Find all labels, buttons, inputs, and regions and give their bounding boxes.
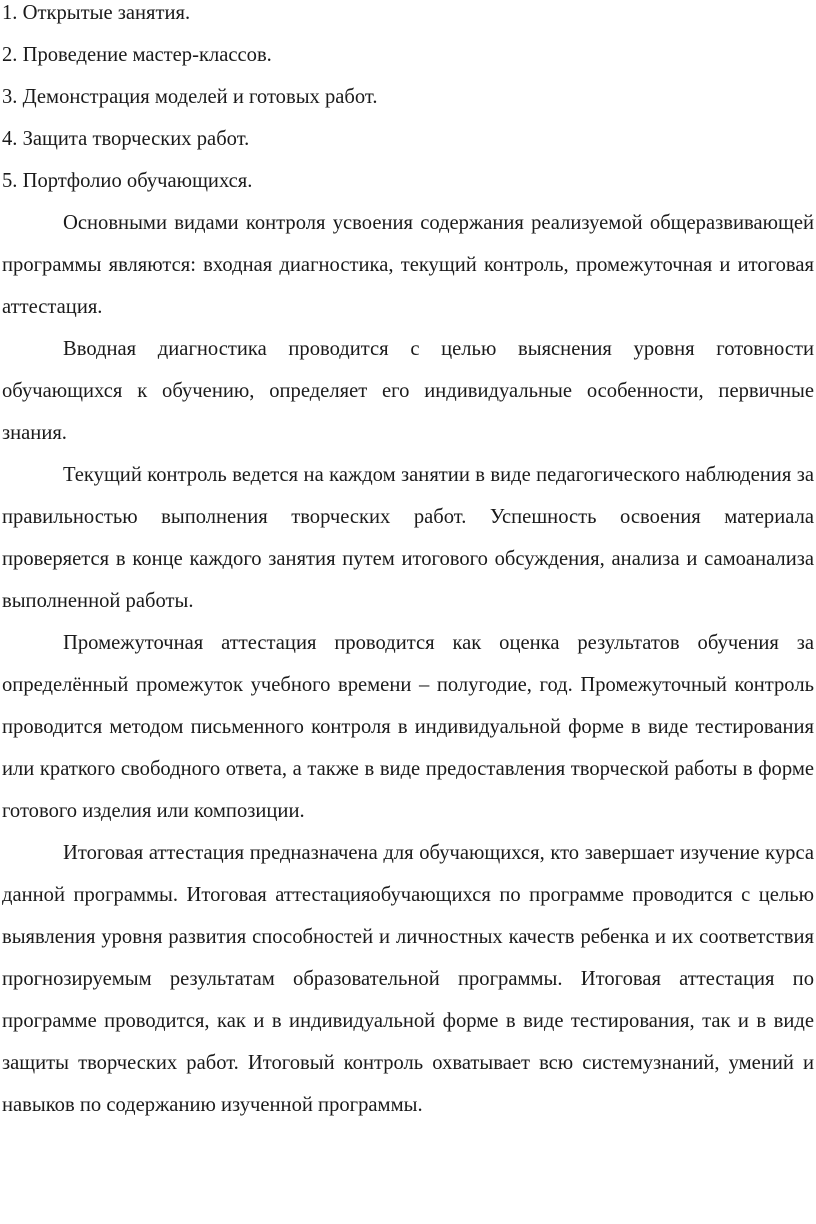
paragraph-current-control: Текущий контроль ведется на каждом занятии в виде педагогического наблюдения за правильностью выполнения творческих работ. Успешность освоения материала проверяется в конце каждого занятия путем итогового обсуждения, анализа и самоанализа выполненной работы. (2, 464, 814, 612)
paragraph-entry-diagnostics: Вводная диагностика проводится с целью выяснения уровня готовности обучающихся к обучению, определяет его индивидуальные особенности, первичные знания. (2, 338, 814, 444)
paragraph-control-types: Основными видами контроля усвоения содержания реализуемой общеразвивающей программы являются: входная диагностика, текущий контроль, промежуточная и итоговая аттестация. (2, 212, 814, 318)
list-item: 1. Открытые занятия. (2, 2, 191, 24)
body-text (2, 202, 814, 1126)
list-item: 5. Портфолио обучающихся. (2, 170, 253, 192)
list-item: 2. Проведение мастер-классов. (2, 44, 272, 66)
list-item: 4. Защита творческих работ. (2, 128, 250, 150)
list-item: 3. Демонстрация моделей и готовых работ. (2, 86, 378, 108)
paragraph-intermediate-attestation: Промежуточная аттестация проводится как оценка результатов обучения за определённый промежуток учебного времени – полугодие, год. Промежуточный контроль проводится методом письменного контроля в индивидуальной форме в виде тестирования или краткого свободного ответа, а также в виде предоставления творческой работы в форме готового изделия или композиции. (2, 632, 814, 822)
forms-list (2, 0, 814, 202)
paragraph-final-attestation: Итоговая аттестация предназначена для обучающихся, кто завершает изучение курса данной программы. Итоговая аттестацияобучающихся по программе проводится с целью выявления уровня развития способностей и личностных качеств ребенка и их соответствия прогнозируемым результатам образовательной программы. Итоговая аттестация по программе проводится, как и в индивидуальной форме в виде тестирования, так и в виде защиты творческих работ. Итоговый контроль охватывает всю системузнаний, умений и навыков по содержанию изученной программы. (2, 842, 814, 1116)
